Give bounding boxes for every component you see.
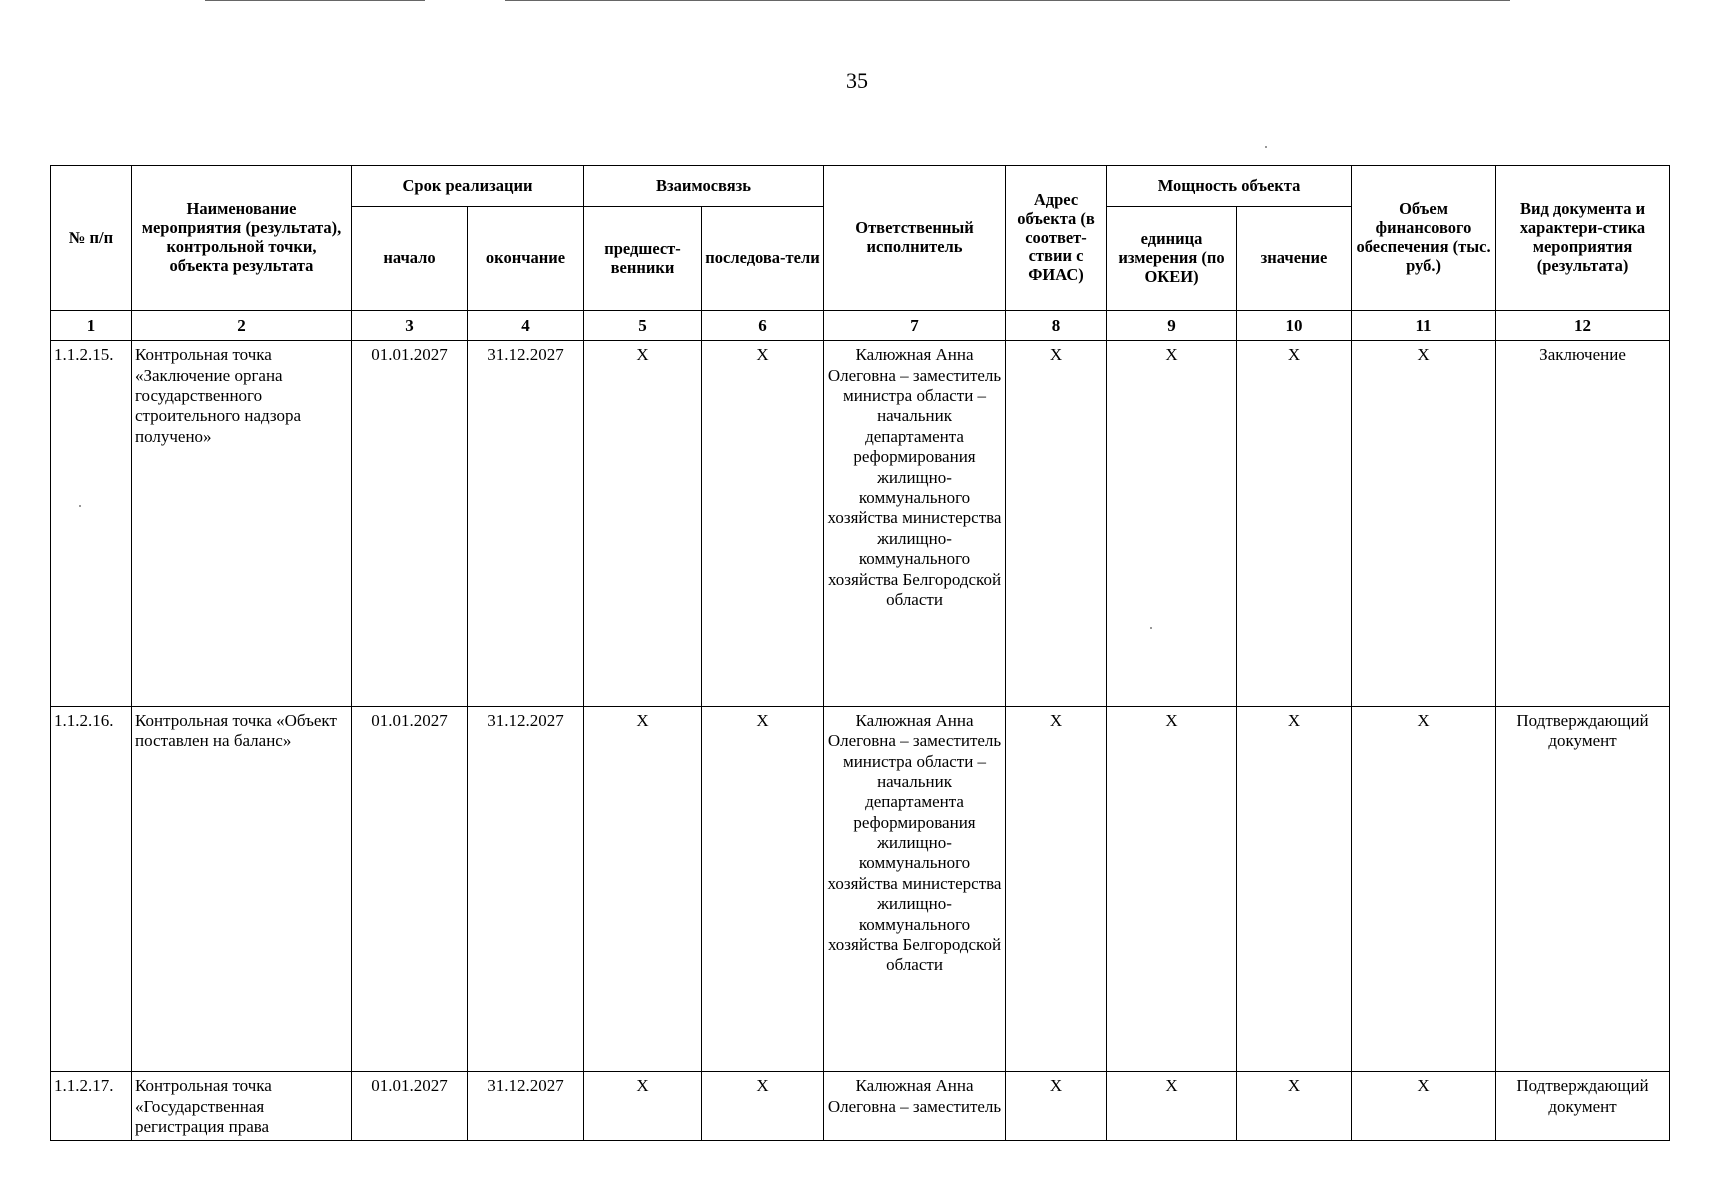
cell-address: X (1006, 706, 1107, 1072)
column-number: 1 (51, 311, 132, 341)
cell-num: 1.1.2.15. (51, 341, 132, 707)
top-edge-line (505, 0, 1510, 1)
cell-end: 31.12.2027 (468, 706, 584, 1072)
column-number: 12 (1496, 311, 1670, 341)
column-number: 3 (352, 311, 468, 341)
column-number: 6 (702, 311, 824, 341)
scan-speck (1265, 146, 1267, 148)
cell-address: X (1006, 1072, 1107, 1141)
cell-finance: X (1352, 706, 1496, 1072)
header-term-group: Срок реализации (352, 166, 584, 207)
header-term-start: начало (352, 207, 468, 311)
cell-responsible: Калюжная Анна Олеговна – заместитель министра области – начальник департамента реформирования жилищно-коммунального хозяйства министерства жилищно-коммунального хозяйства Белгородской области (824, 706, 1006, 1072)
cell-num: 1.1.2.16. (51, 706, 132, 1072)
cell-next: X (702, 341, 824, 707)
cell-start: 01.01.2027 (352, 1072, 468, 1141)
cell-unit: X (1107, 341, 1237, 707)
header-address: Адрес объекта (в соответ-ствии с ФИАС) (1006, 166, 1107, 311)
cell-doc: Подтверждающий документ (1496, 1072, 1670, 1141)
cell-address: X (1006, 341, 1107, 707)
cell-start: 01.01.2027 (352, 706, 468, 1072)
header-name: Наименование мероприятия (результата), контрольной точки, объекта результата (132, 166, 352, 311)
cell-end: 31.12.2027 (468, 1072, 584, 1141)
cell-doc: Подтверждающий документ (1496, 706, 1670, 1072)
cell-num: 1.1.2.17. (51, 1072, 132, 1141)
table-row (51, 706, 1670, 1072)
cell-responsible: Калюжная Анна Олеговна – заместитель министра области – начальник департамента реформирования жилищно-коммунального хозяйства министерства жилищно-коммунального хозяйства Белгородской области (824, 341, 1006, 707)
header-doc-type: Вид документа и характери-стика мероприятия (результата) (1496, 166, 1670, 311)
cell-prev: X (584, 1072, 702, 1141)
column-number: 11 (1352, 311, 1496, 341)
header-finance: Объем финансового обеспечения (тыс. руб.) (1352, 166, 1496, 311)
header-term-end: окончание (468, 207, 584, 311)
cell-responsible: Калюжная Анна Олеговна – заместитель (824, 1072, 1006, 1141)
header-link-prev: предшест-венники (584, 207, 702, 311)
cell-name: Контрольная точка «Заключение органа государственного строительного надзора получено» (132, 341, 352, 707)
header-responsible: Ответственный исполнитель (824, 166, 1006, 311)
column-number: 4 (468, 311, 584, 341)
cell-next: X (702, 1072, 824, 1141)
header-capacity-group: Мощность объекта (1107, 166, 1352, 207)
column-number: 8 (1006, 311, 1107, 341)
header-link-group: Взаимосвязь (584, 166, 824, 207)
column-numbers-row (51, 311, 1670, 341)
cell-finance: X (1352, 1072, 1496, 1141)
cell-name: Контрольная точка «Объект поставлен на баланс» (132, 706, 352, 1072)
column-number: 10 (1237, 311, 1352, 341)
cell-unit: X (1107, 706, 1237, 1072)
cell-value: X (1237, 341, 1352, 707)
page-number: 35 (846, 68, 868, 93)
column-number: 9 (1107, 311, 1237, 341)
table-row (51, 341, 1670, 707)
cell-next: X (702, 706, 824, 1072)
column-number: 7 (824, 311, 1006, 341)
top-edge-line (205, 0, 425, 1)
column-number: 2 (132, 311, 352, 341)
header-num: № п/п (51, 166, 132, 311)
cell-value: X (1237, 1072, 1352, 1141)
header-capacity-unit: единица измерения (по ОКЕИ) (1107, 207, 1237, 311)
plan-table (50, 165, 1670, 1141)
cell-prev: X (584, 706, 702, 1072)
table-row (51, 1072, 1670, 1141)
cell-name: Контрольная точка «Государственная регистрация права (132, 1072, 352, 1141)
column-number: 5 (584, 311, 702, 341)
header-capacity-value: значение (1237, 207, 1352, 311)
header-row (51, 166, 1670, 207)
cell-doc: Заключение (1496, 341, 1670, 707)
cell-prev: X (584, 341, 702, 707)
cell-finance: X (1352, 341, 1496, 707)
cell-unit: X (1107, 1072, 1237, 1141)
cell-end: 31.12.2027 (468, 341, 584, 707)
cell-value: X (1237, 706, 1352, 1072)
cell-start: 01.01.2027 (352, 341, 468, 707)
header-link-next: последова-тели (702, 207, 824, 311)
